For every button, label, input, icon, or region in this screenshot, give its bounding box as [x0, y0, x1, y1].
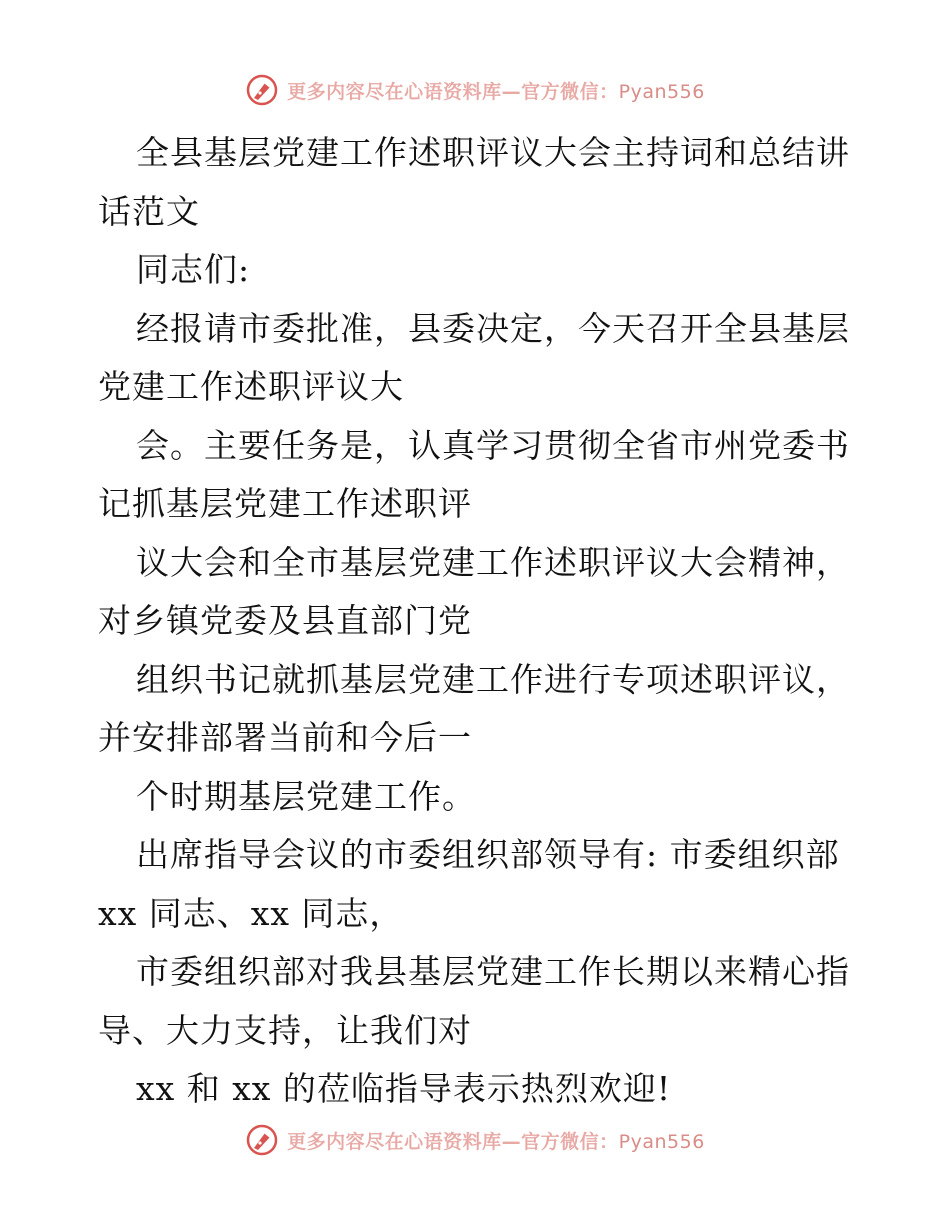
text-line: 记抓基层党建工作述职评: [98, 484, 472, 523]
watermark-text: 更多内容尽在心语资料库—官方微信：Pyan556: [287, 1130, 705, 1153]
watermark-text: 更多内容尽在心语资料库—官方微信：Pyan556: [287, 80, 705, 103]
text-line: 个时期基层党建工作。: [136, 776, 476, 816]
text-line: 市委组织部对我县基层党建工作长期以来精心指: [136, 952, 850, 991]
text-line: 全县基层党建工作述职评议大会主持词和总结讲: [136, 133, 850, 172]
text-line: 并安排部署当前和今后一: [98, 718, 472, 757]
text-line: 议大会和全市基层党建工作述职评议大会精神，: [136, 542, 850, 582]
text-line: 导、大力支持，让我们对: [98, 1010, 472, 1050]
text-line: 话范文: [98, 191, 200, 231]
text-line: 对乡镇党委及县直部门党: [98, 601, 472, 640]
text-line: 党建工作述职评议大: [98, 367, 404, 406]
text-line: 同志们:: [136, 250, 251, 289]
text-line: 经报请市委批准，县委决定，今天召开全县基层: [136, 308, 850, 348]
header-watermark: [0, 70, 950, 110]
text-line: xx 同志、xx 同志，: [98, 893, 404, 933]
text-line: 组织书记就抓基层党建工作进行专项述职评议，: [136, 659, 850, 699]
pen-nib-circle-logo-icon: [245, 1123, 279, 1157]
text-line: 出席指导会议的市委组织部领导有: 市委组织部: [136, 835, 840, 874]
text-line: 会。主要任务是，认真学习贯彻全省市州党委书: [136, 425, 850, 465]
footer-watermark: [0, 1120, 950, 1160]
document-body: [98, 124, 858, 1119]
text-line: xx 和 xx 的莅临指导表示热烈欢迎!: [136, 1069, 672, 1108]
pen-nib-circle-logo-icon: [245, 73, 279, 107]
